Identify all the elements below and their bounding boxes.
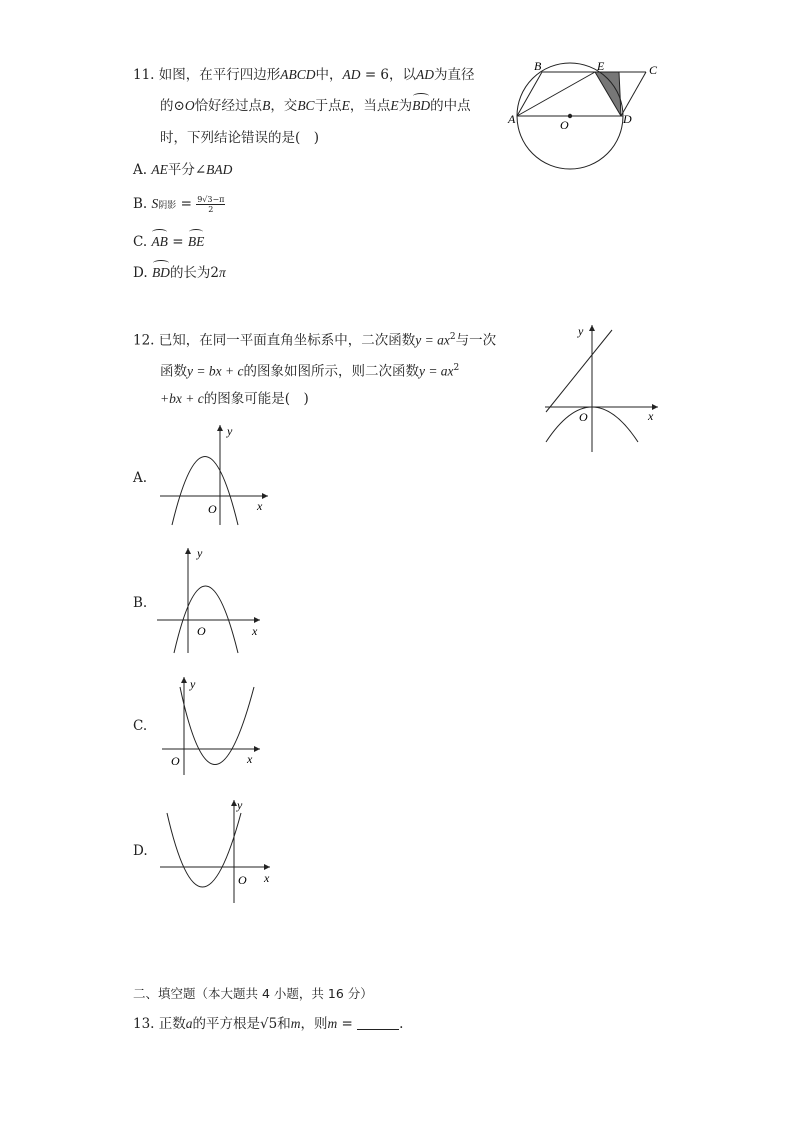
q11-option-c[interactable]: C. AB = BE (133, 234, 205, 250)
q11-line1: 11. 如图，在平行四边形ABCD中，AD = 6，以AD为直径 (133, 67, 475, 83)
q12-line1: 12. 已知，在同一平面直角坐标系中，二次函数$y = ax^2$与一次 (133, 332, 497, 349)
fraction: $\frac{9√3-\pi}{2}$ (197, 195, 225, 214)
svg-text:y: y (227, 424, 233, 438)
arc-bd: BD (412, 96, 430, 116)
arrow-icon (264, 864, 270, 870)
arc-bd: BD (152, 263, 170, 283)
question-number: 13. (133, 1016, 155, 1032)
svg-text:y: y (197, 546, 203, 560)
q12-option-c[interactable]: C. (133, 718, 148, 734)
svg-text:B: B (534, 59, 542, 73)
q12-option-b[interactable]: B. (133, 595, 148, 611)
linear-line (546, 330, 612, 412)
parabola (180, 687, 254, 765)
q12-reference-graph (540, 320, 665, 455)
q11-line2: 的⊙O恰好经过点B，交BC于点E，当点E为BD的中点 (160, 98, 471, 114)
arc-be: BE (188, 232, 205, 252)
q12-option-d-graph[interactable] (155, 795, 280, 907)
svg-text:y: y (578, 324, 584, 338)
svg-text:O: O (238, 873, 247, 887)
q12-line2: 函数y = bx + c的图象如图所示，则二次函数$y = ax^2$ (160, 363, 460, 380)
q11-figure (500, 55, 675, 170)
arrow-icon (181, 677, 187, 683)
section-title: 二、填空题（本大题共 4 小题，共 16 分） (133, 986, 373, 1001)
svg-text:O: O (579, 410, 588, 424)
svg-text:A: A (508, 112, 516, 126)
arc-ab: AB (151, 232, 168, 252)
q11-option-b[interactable]: B. S阴影 = $\frac{9√3-\pi}{2}$ (133, 195, 225, 214)
q12-line3: +bx + c的图象可能是( ) (160, 391, 309, 407)
svg-text:y: y (237, 798, 243, 812)
arrow-icon (254, 617, 260, 623)
question-number: 11. (133, 67, 155, 83)
q12-option-b-graph[interactable] (155, 545, 270, 655)
arrow-icon (254, 746, 260, 752)
arrow-icon (185, 548, 191, 554)
answer-blank[interactable] (357, 1015, 399, 1030)
q12-option-c-graph[interactable] (155, 672, 270, 777)
parabola (167, 813, 241, 887)
svg-text:y: y (190, 677, 196, 691)
svg-text:x: x (257, 499, 263, 513)
svg-text:E: E (597, 59, 605, 73)
arrow-icon (262, 493, 268, 499)
arrow-icon (589, 325, 595, 331)
parabola (172, 457, 238, 526)
q12-option-a-graph[interactable] (158, 422, 273, 527)
svg-text:x: x (252, 624, 258, 638)
q12-option-a[interactable]: A. (133, 470, 148, 486)
svg-text:O: O (197, 624, 206, 638)
q13-line: 13. 正数a的平方根是√5和m，则m = . (133, 1016, 404, 1032)
svg-text:O: O (560, 118, 569, 132)
svg-text:x: x (648, 409, 654, 423)
svg-text:x: x (264, 871, 270, 885)
arrow-icon (217, 425, 223, 431)
q11-line3: 时，下列结论错误的是( ) (160, 130, 320, 146)
q12-option-d[interactable]: D. (133, 843, 148, 859)
svg-text:x: x (247, 752, 253, 766)
svg-text:C: C (649, 63, 658, 77)
question-number: 12. (133, 332, 155, 349)
svg-text:D: D (623, 112, 632, 126)
svg-text:O: O (171, 754, 180, 768)
q11-option-a[interactable]: A. AE平分∠BAD (133, 162, 233, 178)
q11-option-d[interactable]: D. BD的长为2π (133, 265, 226, 281)
svg-text:O: O (208, 502, 217, 516)
